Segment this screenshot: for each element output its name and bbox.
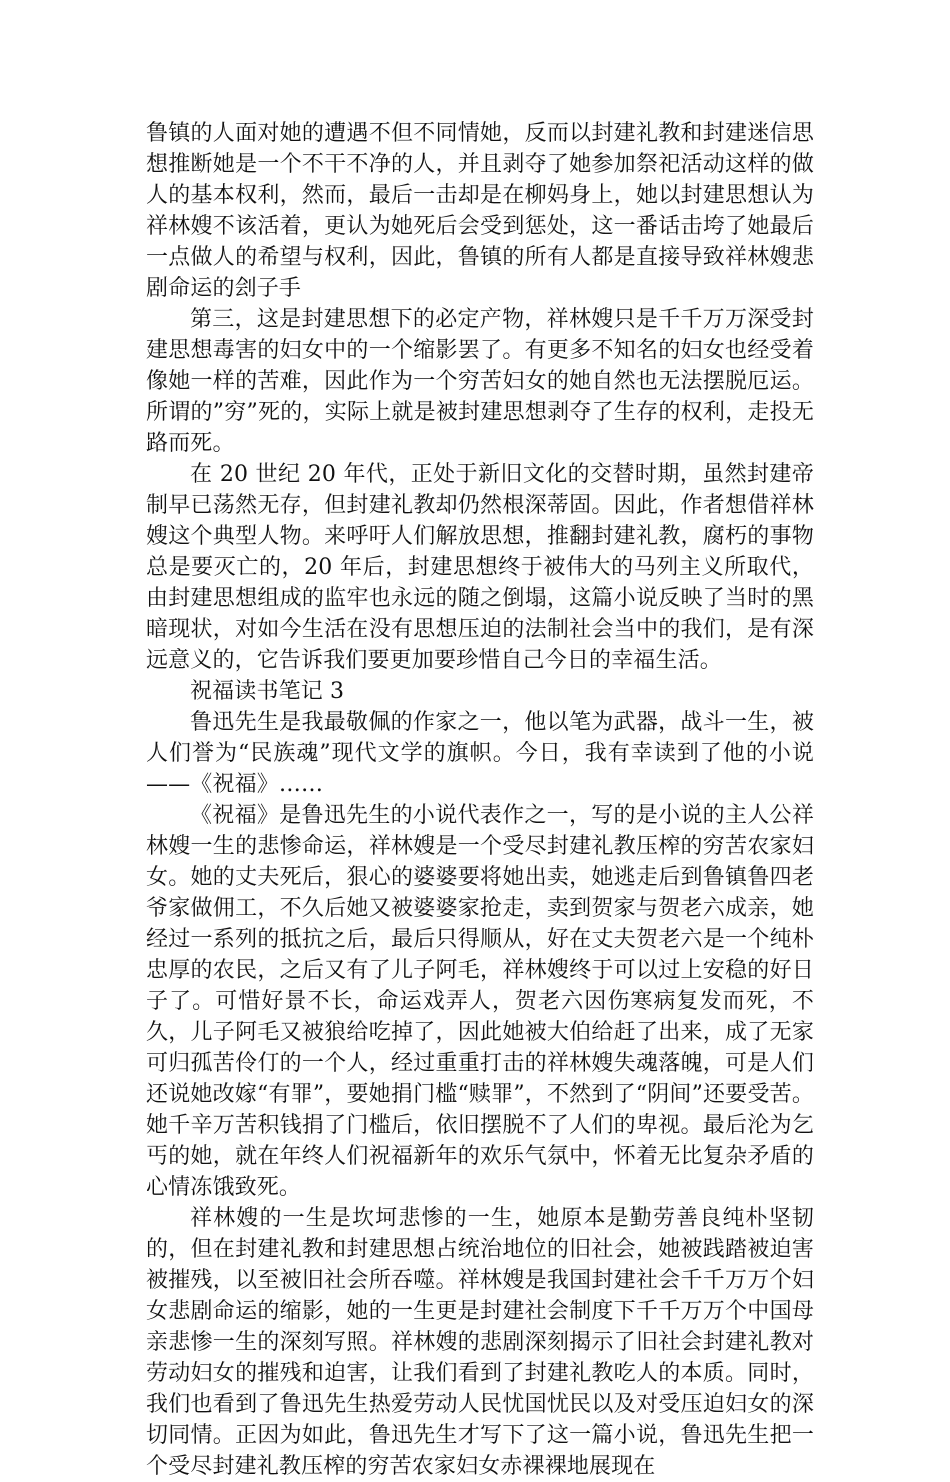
paragraph-1: 鲁镇的人面对她的遭遇不但不同情她，反而以封建礼教和封建迷信思想推断她是一个不干不净的人，并且剥夺了她参加祭祀活动这样的做人的基本权利，然而，最后一击却是在柳妈身上，她以封建思想认为祥林嫂不该活着，更认为她死后会受到惩处，这一番话击垮了她最后一点做人的希望与权利，因此，鲁镇的所有人都是直接导致祥林嫂悲剧命运的刽子手 — [146, 121, 814, 301]
section-heading: 祝福读书笔记 3 — [190, 679, 345, 704]
paragraph-2: 第三，这是封建思想下的必定产物，祥林嫂只是千千万万深受封建思想毒害的妇女中的一个缩影罢了。有更多不知名的妇女也经受着像她一样的苦难，因此作为一个穷苦妇女的她自然也无法摆脱厄运。所谓的”穷”死的，实际上就是被封建思想剥夺了生存的权利，走投无路而死。 — [146, 307, 814, 456]
paragraph-6: 祥林嫂的一生是坎坷悲惨的一生，她原本是勤劳善良纯朴坚韧的，但在封建礼教和封建思想占统治地位的旧社会，她被践踏被迫害被摧残，以至被旧社会所吞噬。祥林嫂是我国封建社会千千万万个妇女悲剧命运的缩影，她的一生更是封建社会制度下千千万万个中国母亲悲惨一生的深刻写照。祥林嫂的悲剧深刻揭示了旧社会封建礼教对劳动妇女的摧残和迫害，让我们看到了封建礼教吃人的本质。同时，我们也看到了鲁迅先生热爱劳动人民忧国忧民以及对受压迫妇女的深切同情。正因为如此，鲁迅先生才写下了这一篇小说，鲁迅先生把一个受尽封建礼教压榨的穷苦农家妇女赤裸裸地展现在 — [146, 1206, 814, 1479]
paragraph-3: 在 20 世纪 20 年代，正处于新旧文化的交替时期，虽然封建帝制早已荡然无存，但封建礼教却仍然根深蒂固。因此，作者想借祥林嫂这个典型人物。来呼吁人们解放思想，推翻封建礼教，腐朽的事物总是要灭亡的，20 年后，封建思想终于被伟大的马列主义所取代，由封建思想组成的监牢也永远的随之倒塌，这篇小说反映了当时的黑暗现状，对如今生活在没有思想压迫的法制社会当中的我们，是有深远意义的，它告诉我们要更加要珍惜自己今日的幸福生活。 — [146, 462, 814, 673]
paragraph-4: 鲁迅先生是我最敬佩的作家之一，他以笔为武器，战斗一生，被人们誉为“民族魂”现代文学的旗帜。今日，我有幸读到了他的小说——《祝福》…… — [146, 710, 814, 797]
paragraph-5: 《祝福》是鲁迅先生的小说代表作之一，写的是小说的主人公祥林嫂一生的悲惨命运，祥林嫂是一个受尽封建礼教压榨的穷苦农家妇女。她的丈夫死后，狠心的婆婆要将她出卖，她逃走后到鲁镇鲁四老爷家做佣工，不久后她又被婆婆家抢走，卖到贺家与贺老六成亲，她经过一系列的抵抗之后，最后只得顺从，好在丈夫贺老六是一个纯朴忠厚的农民，之后又有了儿子阿毛，祥林嫂终于可以过上安稳的好日子了。可惜好景不长，命运戏弄人，贺老六因伤寒病复发而死，不久，儿子阿毛又被狼给吃掉了，因此她被大伯给赶了出来，成了无家可归孤苦伶仃的一个人，经过重重打击的祥林嫂失魂落魄，可是人们还说她改嫁“有罪”，要她捐门槛“赎罪”，不然到了“阴间”还要受苦。她千辛万苦积钱捐了门槛后，依旧摆脱不了人们的卑视。最后沦为乞丐的她，就在年终人们祝福新年的欢乐气氛中，怀着无比复杂矛盾的心情冻饿致死。 — [146, 803, 814, 1200]
document-body — [146, 118, 814, 1482]
